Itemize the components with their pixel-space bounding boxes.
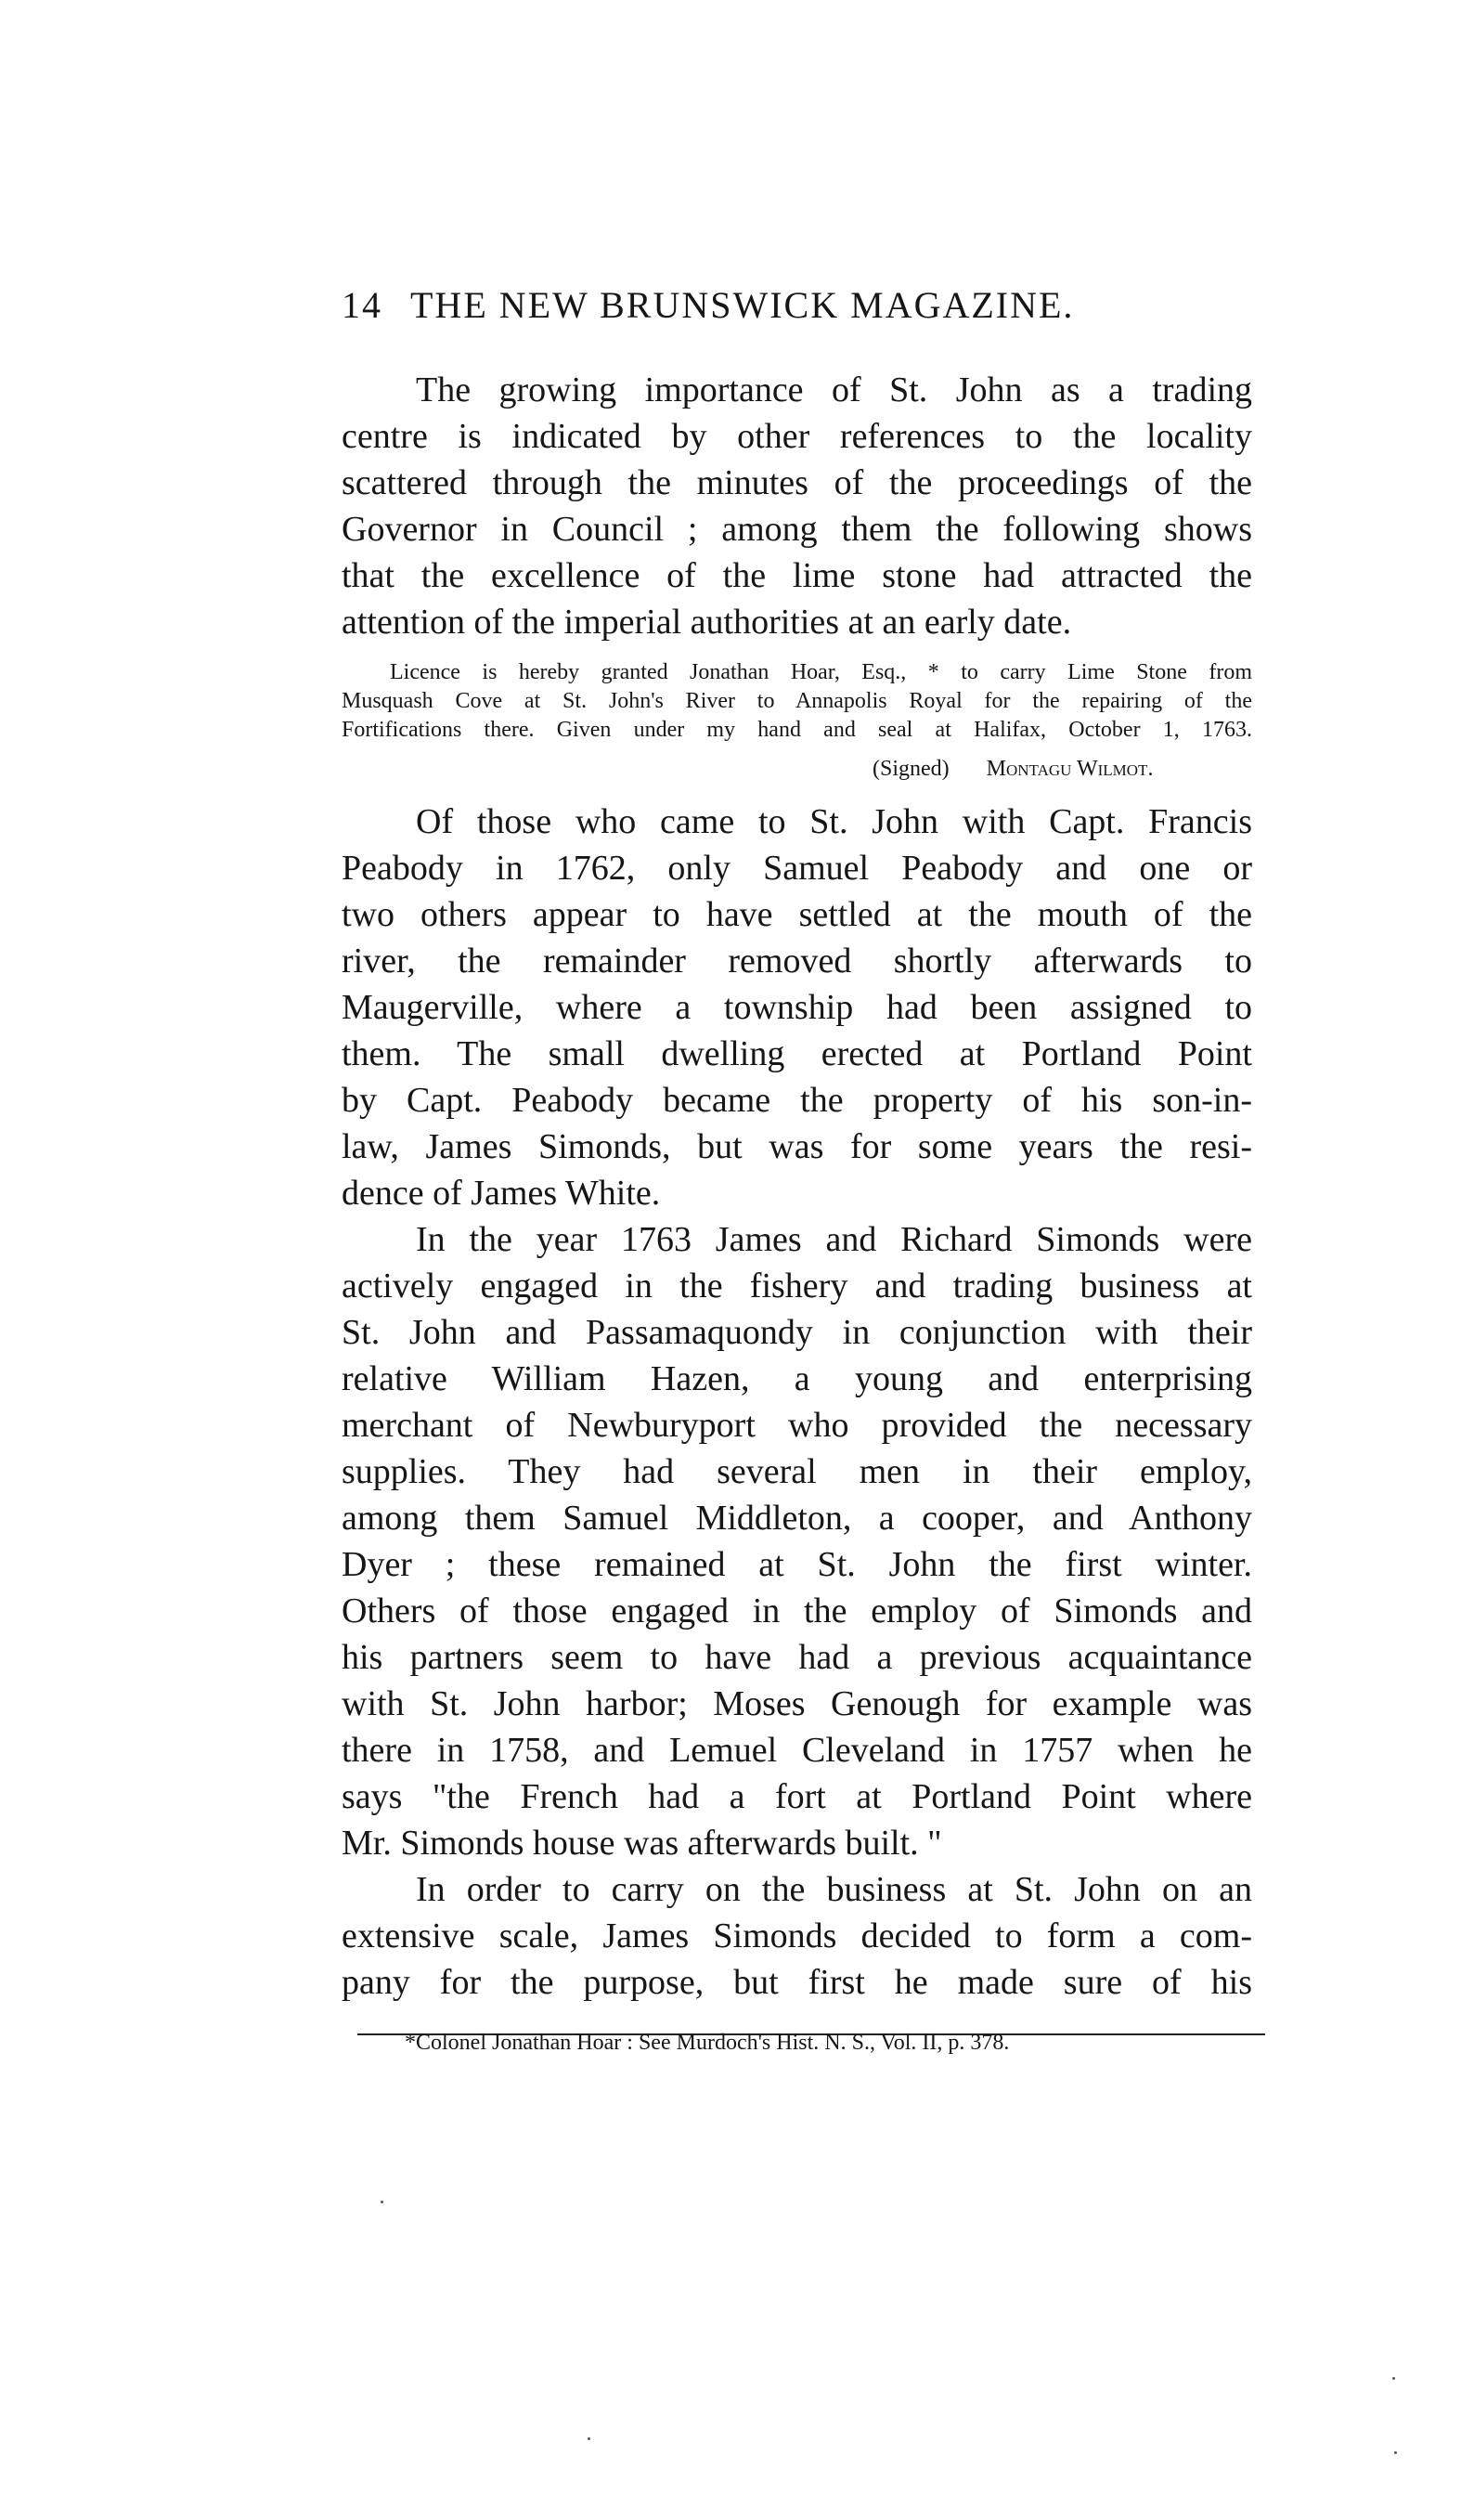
text-line: actively engaged in the fishery and trading business at: [342, 1266, 1252, 1305]
text-line: law, James Simonds, but was for some years the resi-: [342, 1127, 1252, 1166]
quotation-line: Licence is hereby granted Jonathan Hoar, Esq., * to carry Lime Stone from: [390, 660, 1252, 684]
text-line: In order to carry on the business at St. John on an: [416, 1870, 1252, 1909]
text-line: scattered through the minutes of the proceedings of the: [342, 463, 1252, 502]
text-line: Others of those engaged in the employ of Simonds and: [342, 1591, 1252, 1630]
scan-speck: [588, 2437, 590, 2440]
text-line: with St. John harbor; Moses Genough for example was: [342, 1684, 1252, 1723]
quotation-line: Fortifications there. Given under my hand and seal at Halifax, October 1, 1763.: [342, 718, 1252, 742]
text-line: Maugerville, where a township had been assigned to: [342, 988, 1252, 1027]
text-line: two others appear to have settled at the mouth of the: [342, 895, 1252, 934]
quotation-signature: [873, 755, 1252, 783]
text-line: dence of James White.: [342, 1174, 661, 1213]
text-line: Dyer ; these remained at St. John the first winter.: [342, 1545, 1252, 1584]
text-line: attention of the imperial authorities at an early date.: [342, 603, 1072, 642]
signed-label: (Signed): [873, 757, 950, 781]
text-line: supplies. They had several men in their employ,: [342, 1452, 1252, 1491]
text-line: pany for the purpose, but first he made sure of his: [342, 1963, 1252, 2002]
text-line: Peabody in 1762, only Samuel Peabody and one or: [342, 849, 1252, 888]
text-line: Mr. Simonds house was afterwards built. ": [342, 1824, 942, 1863]
text-line: them. The small dwelling erected at Portland Point: [342, 1034, 1252, 1073]
text-line: there in 1758, and Lemuel Cleveland in 1757 when he: [342, 1731, 1252, 1770]
text-line: among them Samuel Middleton, a cooper, and Anthony: [342, 1499, 1252, 1538]
text-line: that the excellence of the lime stone had attracted the: [342, 556, 1252, 595]
text-line: river, the remainder removed shortly afterwards to: [342, 942, 1252, 981]
text-line: The growing importance of St. John as a trading: [416, 370, 1252, 409]
text-line: extensive scale, James Simonds decided to form a com-: [342, 1916, 1252, 1955]
text-line: relative William Hazen, a young and enterprising: [342, 1359, 1252, 1398]
running-title: THE NEW BRUNSWICK MAGAZINE.: [410, 284, 1075, 326]
footnote: *Colonel Jonathan Hoar : See Murdoch's Hist. N. S., Vol. II, p. 378.: [405, 2031, 1010, 2055]
page-number: 14: [342, 284, 382, 326]
page-header: [342, 283, 1177, 339]
scan-speck: [1394, 2451, 1397, 2454]
quotation-line: Musquash Cove at St. John's River to Annapolis Royal for the repairing of the: [342, 689, 1252, 713]
text-line: In the year 1763 James and Richard Simonds were: [416, 1220, 1252, 1259]
text-line: by Capt. Peabody became the property of his son-in-: [342, 1081, 1252, 1120]
text-line: his partners seem to have had a previous acquaintance: [342, 1638, 1252, 1677]
text-line: merchant of Newburyport who provided the necessary: [342, 1406, 1252, 1445]
text-line: Of those who came to St. John with Capt. Francis: [416, 802, 1252, 841]
signer-name: Montagu Wilmot.: [986, 757, 1154, 781]
text-line: centre is indicated by other references to the locality: [342, 417, 1252, 456]
scan-speck: [1392, 2377, 1395, 2380]
text-line: Governor in Council ; among them the following shows: [342, 510, 1252, 549]
text-line: St. John and Passamaquondy in conjunction with their: [342, 1313, 1252, 1352]
scan-speck: [381, 2201, 383, 2203]
text-line: says "the French had a fort at Portland Point where: [342, 1777, 1252, 1816]
